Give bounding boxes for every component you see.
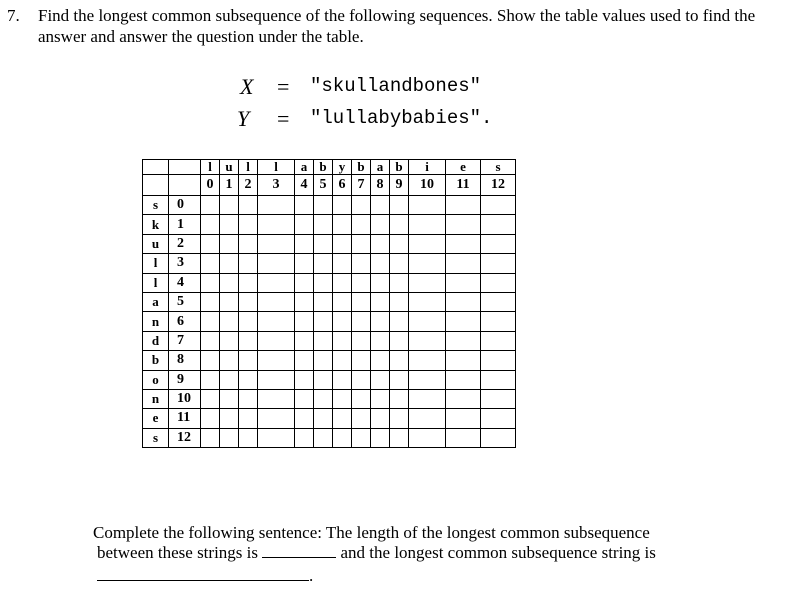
row-char: k [143,215,169,234]
table-cell[interactable] [295,234,314,253]
table-cell[interactable] [239,312,258,331]
table-cell[interactable] [239,273,258,292]
table-cell[interactable] [201,312,220,331]
table-cell[interactable] [333,254,352,273]
table-cell[interactable] [446,370,481,389]
table-row [143,351,516,370]
table-row [143,370,516,389]
table-cell[interactable] [220,428,239,447]
table-cell[interactable] [409,331,446,350]
table-cell[interactable] [258,273,295,292]
table-cell[interactable] [446,331,481,350]
table-cell[interactable] [314,254,333,273]
table-cell[interactable] [352,370,371,389]
table-cell[interactable] [481,331,516,350]
table-cell[interactable] [201,409,220,428]
table-cell[interactable] [333,370,352,389]
table-cell[interactable] [201,292,220,311]
sequence-x-value: "skullandbones" [310,75,482,97]
table-cell[interactable] [371,215,390,234]
column-index: 8 [371,175,390,196]
column-char: a [371,160,390,175]
table-cell[interactable] [333,389,352,408]
table-cell[interactable] [220,331,239,350]
column-char: y [333,160,352,175]
table-cell[interactable] [314,389,333,408]
table-cell[interactable] [446,196,481,215]
row-char: s [143,428,169,447]
table-cell[interactable] [314,370,333,389]
table-cell[interactable] [220,234,239,253]
row-char: n [143,389,169,408]
table-cell[interactable] [352,292,371,311]
column-index: 0 [201,175,220,196]
table-cell[interactable] [390,215,409,234]
table-cell[interactable] [409,370,446,389]
table-cell[interactable] [390,428,409,447]
table-cell[interactable] [352,409,371,428]
table-cell[interactable] [314,428,333,447]
table-cell[interactable] [295,351,314,370]
table-cell[interactable] [333,428,352,447]
table-cell[interactable] [220,215,239,234]
corner-cell [169,175,201,196]
table-cell[interactable] [446,312,481,331]
table-cell[interactable] [409,234,446,253]
table-cell[interactable] [371,389,390,408]
table-cell[interactable] [201,351,220,370]
table-cell[interactable] [258,428,295,447]
answer-sentence-part2: and the longest common subsequence string is [340,543,656,562]
table-cell[interactable] [409,215,446,234]
table-cell[interactable] [239,370,258,389]
column-index: 10 [409,175,446,196]
table-cell[interactable] [352,428,371,447]
table-cell[interactable] [239,409,258,428]
table-cell[interactable] [481,254,516,273]
table-cell[interactable] [239,234,258,253]
table-cell[interactable] [390,273,409,292]
table-cell[interactable] [481,273,516,292]
question-text: Find the longest common subsequence of the following sequences. Show the table values used to find the answer and answer the question under the table. [38,6,756,46]
corner-cell [143,175,169,196]
table-cell[interactable] [446,234,481,253]
table-row [143,409,516,428]
table-cell[interactable] [352,273,371,292]
table-cell[interactable] [371,273,390,292]
table-row [143,196,516,215]
column-index: 2 [239,175,258,196]
table-cell[interactable] [352,196,371,215]
corner-cell [169,160,201,175]
table-cell[interactable] [333,234,352,253]
table-cell[interactable] [481,351,516,370]
table-cell[interactable] [295,389,314,408]
table-cell[interactable] [295,428,314,447]
table-cell[interactable] [220,196,239,215]
table-cell[interactable] [409,312,446,331]
table-cell[interactable] [371,428,390,447]
table-cell[interactable] [258,312,295,331]
table-cell[interactable] [390,409,409,428]
table-cell[interactable] [409,273,446,292]
table-cell[interactable] [258,234,295,253]
table-cell[interactable] [390,234,409,253]
table-cell[interactable] [295,370,314,389]
table-cell[interactable] [371,234,390,253]
table-cell[interactable] [481,215,516,234]
table-row [143,292,516,311]
answer-sentence-line1: Complete the following sentence: The length of the longest common subsequence [93,523,650,542]
column-char: l [258,160,295,175]
sequence-x-var: X [240,74,254,99]
table-cell[interactable] [314,312,333,331]
header-indices-row [143,175,516,196]
table-cell[interactable] [409,292,446,311]
table-cell[interactable] [409,351,446,370]
table-cell[interactable] [446,428,481,447]
table-cell[interactable] [201,389,220,408]
column-index: 3 [258,175,295,196]
table-cell[interactable] [352,312,371,331]
table-cell[interactable] [314,292,333,311]
column-char: b [314,160,333,175]
table-cell[interactable] [201,254,220,273]
table-cell[interactable] [220,312,239,331]
table-cell[interactable] [258,331,295,350]
table-cell[interactable] [481,370,516,389]
column-index: 9 [390,175,409,196]
table-cell[interactable] [333,312,352,331]
table-row [143,234,516,253]
column-char: l [201,160,220,175]
table-cell[interactable] [258,351,295,370]
table-row [143,428,516,447]
table-cell[interactable] [390,331,409,350]
row-char: b [143,351,169,370]
row-index: 8 [169,351,201,370]
table-cell[interactable] [201,428,220,447]
table-cell[interactable] [390,312,409,331]
table-cell[interactable] [390,370,409,389]
length-answer-blank[interactable] [262,543,336,558]
answer-sentence-part1: between these strings is [97,543,258,562]
subsequence-answer-blank[interactable] [97,566,309,581]
table-cell[interactable] [371,254,390,273]
table-cell[interactable] [314,196,333,215]
table-cell[interactable] [295,273,314,292]
row-index: 9 [169,370,201,389]
row-index: 7 [169,331,201,350]
table-cell[interactable] [333,292,352,311]
table-cell[interactable] [220,292,239,311]
column-char: b [352,160,371,175]
column-index: 1 [220,175,239,196]
row-index: 1 [169,215,201,234]
table-cell[interactable] [258,292,295,311]
table-cell[interactable] [371,292,390,311]
column-index: 6 [333,175,352,196]
table-cell[interactable] [220,273,239,292]
answer-sentence-line3 [97,566,313,586]
table-cell[interactable] [409,428,446,447]
table-cell[interactable] [220,389,239,408]
row-char: l [143,254,169,273]
row-index: 12 [169,428,201,447]
table-cell[interactable] [220,254,239,273]
answer-sentence-line2 [93,543,773,563]
table-cell[interactable] [371,196,390,215]
row-index: 4 [169,273,201,292]
table-cell[interactable] [481,234,516,253]
table-cell[interactable] [481,312,516,331]
table-cell[interactable] [314,215,333,234]
table-cell[interactable] [220,370,239,389]
column-char: e [446,160,481,175]
table-cell[interactable] [295,409,314,428]
table-cell[interactable] [333,215,352,234]
row-char: n [143,312,169,331]
column-index: 5 [314,175,333,196]
row-index: 0 [169,196,201,215]
table-cell[interactable] [446,273,481,292]
row-index: 11 [169,409,201,428]
table-cell[interactable] [333,409,352,428]
table-cell[interactable] [409,254,446,273]
table-cell[interactable] [352,234,371,253]
table-cell[interactable] [409,409,446,428]
row-index: 10 [169,389,201,408]
lcs-table [142,159,516,448]
column-char: s [481,160,516,175]
table-cell[interactable] [201,196,220,215]
table-cell[interactable] [201,331,220,350]
table-cell[interactable] [295,215,314,234]
question-number: 7. [7,6,20,25]
row-char: o [143,370,169,389]
table-row [143,273,516,292]
table-cell[interactable] [220,351,239,370]
table-cell[interactable] [446,409,481,428]
table-cell[interactable] [390,196,409,215]
table-cell[interactable] [352,215,371,234]
table-cell[interactable] [239,351,258,370]
row-index: 3 [169,254,201,273]
table-cell[interactable] [314,331,333,350]
table-cell[interactable] [446,254,481,273]
table-cell[interactable] [371,331,390,350]
table-cell[interactable] [409,389,446,408]
row-char: u [143,234,169,253]
table-cell[interactable] [220,409,239,428]
table-cell[interactable] [352,351,371,370]
table-cell[interactable] [390,351,409,370]
table-cell[interactable] [258,215,295,234]
table-cell[interactable] [295,312,314,331]
table-cell[interactable] [409,196,446,215]
table-cell[interactable] [314,351,333,370]
column-char: l [239,160,258,175]
table-cell[interactable] [258,370,295,389]
sequence-y-var: Y [237,106,250,131]
table-cell[interactable] [295,331,314,350]
table-row [143,215,516,234]
table-cell[interactable] [371,312,390,331]
table-cell[interactable] [239,331,258,350]
column-index: 11 [446,175,481,196]
table-cell[interactable] [295,254,314,273]
table-cell[interactable] [239,292,258,311]
table-cell[interactable] [258,254,295,273]
header-chars-row [143,160,516,175]
table-cell[interactable] [481,292,516,311]
table-cell[interactable] [371,370,390,389]
table-cell[interactable] [239,389,258,408]
table-cell[interactable] [333,351,352,370]
table-cell[interactable] [371,351,390,370]
table-cell[interactable] [446,292,481,311]
table-cell[interactable] [333,196,352,215]
table-cell[interactable] [239,196,258,215]
table-cell[interactable] [258,409,295,428]
table-cell[interactable] [239,428,258,447]
table-cell[interactable] [239,254,258,273]
row-index: 2 [169,234,201,253]
table-cell[interactable] [390,292,409,311]
table-cell[interactable] [258,196,295,215]
table-row [143,389,516,408]
table-cell[interactable] [295,292,314,311]
table-cell[interactable] [201,273,220,292]
column-char: i [409,160,446,175]
sequence-x-equals: = [277,74,290,99]
table-cell[interactable] [201,234,220,253]
column-index: 4 [295,175,314,196]
table-cell[interactable] [352,389,371,408]
sequence-y-value: "lullabybabies". [310,107,493,129]
table-cell[interactable] [390,254,409,273]
table-cell[interactable] [314,234,333,253]
table-cell[interactable] [481,196,516,215]
corner-cell [143,160,169,175]
table-cell[interactable] [295,196,314,215]
table-row [143,331,516,350]
table-cell[interactable] [239,215,258,234]
sequence-y-equals: = [277,106,290,131]
table-cell[interactable] [481,389,516,408]
table-cell[interactable] [371,409,390,428]
row-char: s [143,196,169,215]
row-index: 5 [169,292,201,311]
table-row [143,254,516,273]
row-index: 6 [169,312,201,331]
row-char: l [143,273,169,292]
row-char: a [143,292,169,311]
table-cell[interactable] [481,428,516,447]
column-char: b [390,160,409,175]
table-cell[interactable] [258,389,295,408]
table-cell[interactable] [352,331,371,350]
table-row [143,312,516,331]
table-cell[interactable] [446,351,481,370]
answer-sentence [93,523,773,563]
table-cell[interactable] [314,409,333,428]
table-cell[interactable] [446,389,481,408]
table-cell[interactable] [446,215,481,234]
answer-sentence-period: . [309,566,314,585]
column-char: u [220,160,239,175]
column-char: a [295,160,314,175]
table-cell[interactable] [352,254,371,273]
table-cell[interactable] [314,273,333,292]
table-cell[interactable] [201,370,220,389]
column-index: 7 [352,175,371,196]
table-cell[interactable] [333,331,352,350]
table-cell[interactable] [333,273,352,292]
column-index: 12 [481,175,516,196]
question [7,5,767,47]
row-char: e [143,409,169,428]
table-cell[interactable] [390,389,409,408]
row-char: d [143,331,169,350]
table-cell[interactable] [481,409,516,428]
table-cell[interactable] [201,215,220,234]
